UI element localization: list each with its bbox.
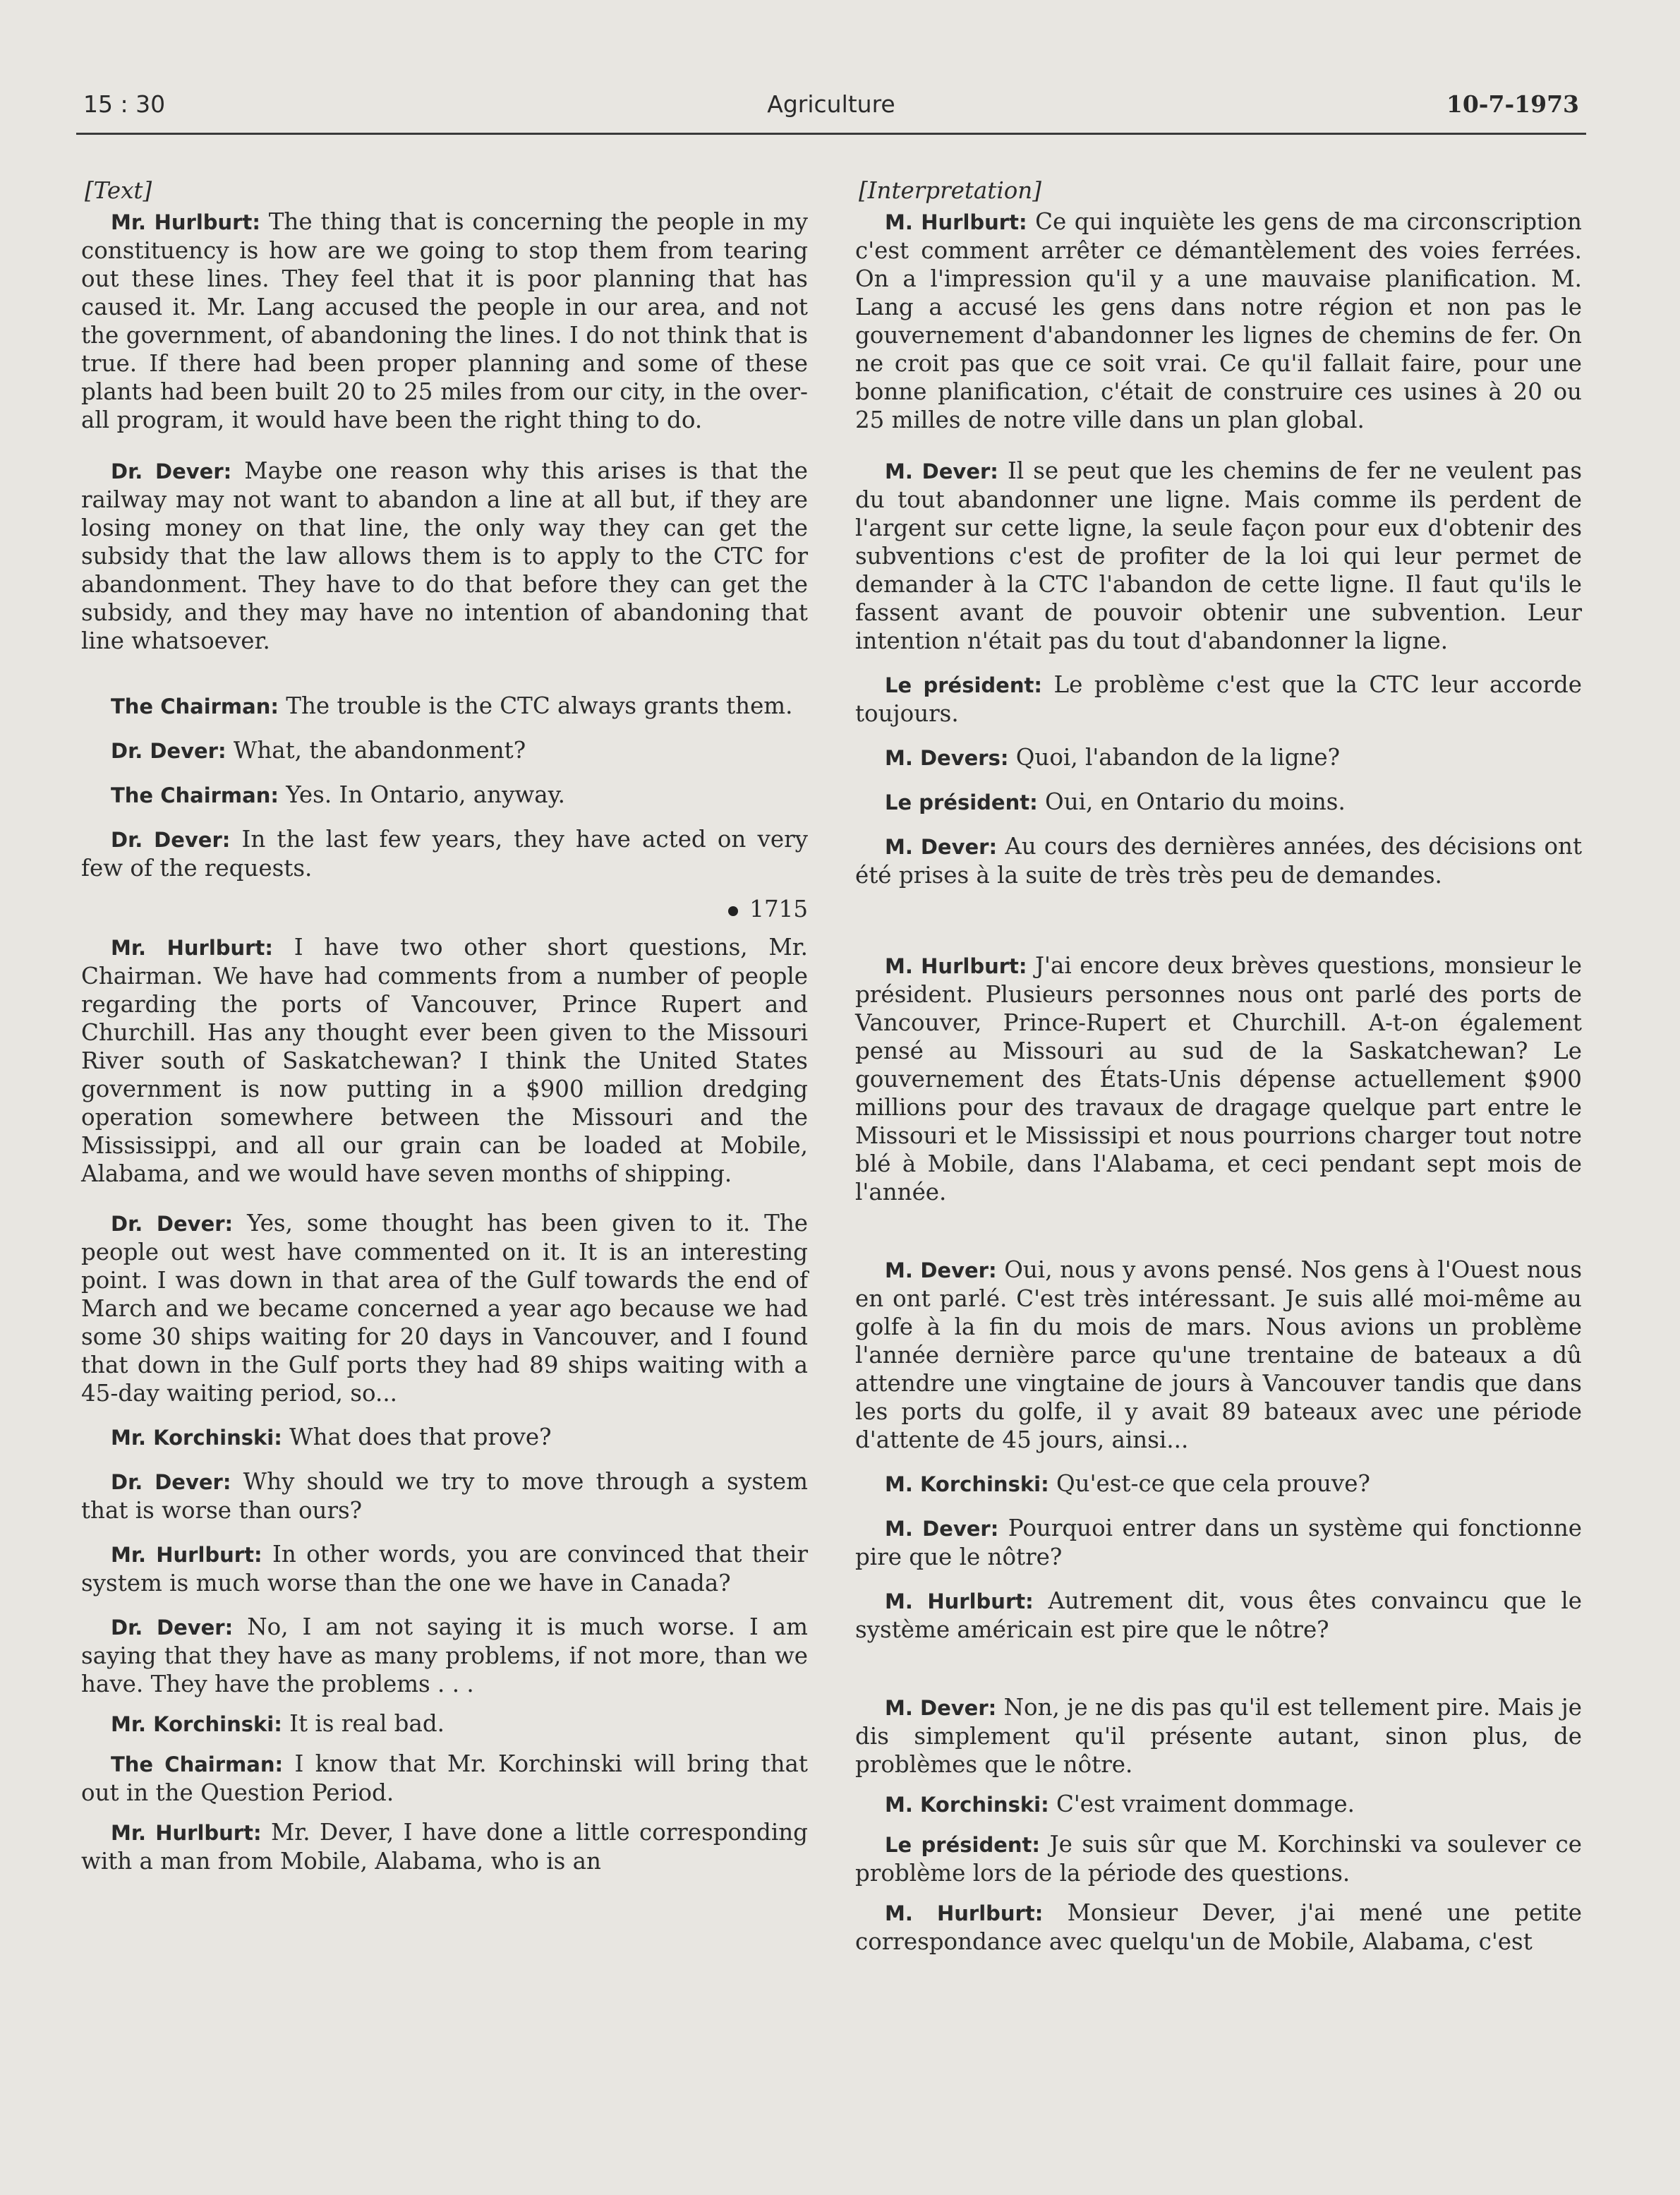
paragraph-text: C'est vraiment dommage. — [1049, 1791, 1355, 1817]
paragraph — [81, 933, 808, 1188]
paragraph — [855, 1693, 1582, 1779]
speaker-name: M. Hurlburt: — [885, 210, 1027, 234]
paragraph — [81, 1818, 808, 1875]
speaker-name: M. Dever: — [885, 1258, 997, 1282]
paragraph-text: What does that prove? — [282, 1424, 552, 1450]
speaker-name: M. Hurlburt: — [885, 1901, 1044, 1925]
paragraph — [81, 825, 808, 882]
paragraph — [81, 1423, 808, 1452]
paragraph — [855, 743, 1582, 772]
paragraph-text: Le problème c'est que la CTC leur accorde toujours. — [855, 671, 1582, 727]
paragraph-text: Il se peut que les chemins de fer ne veulent pas du tout abandonner une ligne. Mais comme ils perdent de l'argent sur cette ligne, la seule façon pour eux d'obtenir des subventions c'est de profiter de la loi qui leur permet de demander à la CTC l'abandon de cette ligne. Il faut qu'ils le fassent avant de pouvoir obtenir une subvention. Leur intention n'était pas du tout d'abandonner la ligne. — [855, 457, 1582, 654]
paragraph — [81, 781, 808, 810]
time-marker-value: 1715 — [749, 896, 808, 922]
paragraph-text: Je suis sûr que M. Korchinski va soulever ce problème lors de la période des questions. — [855, 1831, 1582, 1887]
paragraph-text: Non, je ne dis pas qu'il est tellement pire. Mais je dis simplement qu'il présente autant, sinon plus, de problèmes que le nôtre. — [855, 1694, 1582, 1778]
speaker-name: Mr. Korchinski: — [111, 1426, 282, 1450]
paragraph — [81, 1709, 808, 1738]
paragraph-text: It is real bad. — [282, 1710, 445, 1737]
paragraph — [855, 1830, 1582, 1887]
speaker-name: Dr. Dever: — [111, 1470, 231, 1494]
paragraph — [855, 1469, 1582, 1498]
speaker-name: The Chairman: — [111, 694, 279, 718]
speaker-name: M. Korchinski: — [885, 1472, 1049, 1496]
paragraph — [81, 1467, 808, 1525]
paragraph — [855, 1514, 1582, 1571]
speaker-name: Dr. Dever: — [111, 1616, 234, 1640]
speaker-name: Mr. Hurlburt: — [111, 1543, 262, 1567]
paragraph-text: Autrement dit, vous êtes convaincu que le système américain est pire que le nôtre? — [855, 1587, 1583, 1643]
speaker-name: Dr. Dever: — [111, 739, 226, 763]
paragraph-text: What, the abandonment? — [226, 737, 526, 764]
paragraph — [855, 951, 1582, 1206]
speaker-name: Mr. Korchinski: — [111, 1712, 282, 1736]
bullet-icon — [728, 906, 738, 916]
paragraph — [855, 457, 1582, 655]
paragraph-text: Pourquoi entrer dans un système qui fonctionne pire que le nôtre? — [855, 1515, 1582, 1570]
speaker-name: Dr. Dever: — [111, 1212, 234, 1236]
french-column — [855, 176, 1582, 1956]
paragraph — [81, 692, 808, 721]
paragraph — [81, 1540, 808, 1597]
paragraph-text: J'ai encore deux brèves questions, monsieur le président. Plusieurs personnes nous ont parlé des ports de Vancouver, Prince-Rupert et Churchill. A-t-on également pensé au Missouri au sud de la Saskatchewan? Le gouvernement des États-Unis dépense actuellement $900 millions pour des travaux de dragage quelque part entre le Missouri et le Mississipi et nous pourrions charger tout notre blé à Mobile, dans l'Alabama, et ceci pendant sept mois de l'année. — [855, 952, 1582, 1205]
page-reference: 15 : 30 — [83, 90, 166, 118]
paragraph-text: The trouble is the CTC always grants them. — [278, 692, 793, 719]
paragraph-text: Au cours des dernières années, des décisions ont été prises à la suite de très très peu de demandes. — [855, 833, 1582, 889]
paragraph-text: I have two other short questions, Mr. Chairman. We have had comments from a number of people regarding the ports of Vancouver, Prince Rupert and Churchill. Has any thought ever been given to the Missouri River south of Saskatchewan? I think the United States government is now putting in a $900 million dredging operation somewhere between the Missouri and the Mississippi, and all our grain can be loaded at Mobile, Alabama, and we would have seven months of shipping. — [81, 934, 808, 1187]
paragraph — [81, 736, 808, 765]
paragraph-text: Maybe one reason why this arises is that the railway may not want to abandon a line at all but, if they are losing money on that line, the only way they can get the subsidy that the law allows them is to apply to the CTC for abandonment. They have to do that before they can get the subsidy, and they may have no intention of abandoning that line whatsoever. — [81, 457, 808, 654]
page-date: 10-7-1973 — [1446, 90, 1579, 118]
paragraph — [81, 1209, 808, 1407]
column-label: [Text] — [85, 177, 152, 204]
paragraph — [855, 1256, 1582, 1454]
speaker-name: Mr. Hurlburt: — [111, 210, 260, 234]
column-label: [Interpretation] — [859, 177, 1041, 204]
speaker-name: M. Korchinski: — [885, 1793, 1049, 1817]
speaker-name: M. Dever: — [885, 1517, 999, 1541]
english-column — [81, 176, 808, 1875]
paragraph-text: Why should we try to move through a system that is worse than ours? — [81, 1468, 808, 1524]
speaker-name: M. Dever: — [885, 835, 998, 859]
paragraph — [855, 670, 1582, 728]
speaker-name: Mr. Hurlburt: — [111, 1821, 262, 1845]
paragraph — [855, 1899, 1582, 1956]
paragraph — [81, 208, 808, 434]
paragraph — [855, 1790, 1582, 1819]
paragraph-text: I know that Mr. Korchinski will bring that out in the Question Period. — [81, 1750, 808, 1806]
paragraph — [81, 1613, 808, 1698]
paragraph-text: Yes, some thought has been given to it. The people out west have commented on it. It is an interesting point. I was down in that area of the Gulf towards the end of March and we became concerned a year ago because we had some 30 ships waiting for 20 days in Vancouver, and I found that down in the Gulf ports they had 89 ships waiting with a 45-day waiting period, so... — [81, 1210, 808, 1407]
speaker-name: M. Hurlburt: — [885, 1589, 1034, 1613]
paragraph-text: Qu'est-ce que cela prouve? — [1049, 1470, 1370, 1497]
speaker-name: Dr. Dever: — [111, 459, 232, 483]
paragraph — [855, 1587, 1582, 1644]
paragraph-text: In the last few years, they have acted on very few of the requests. — [81, 826, 808, 882]
paragraph-text: Quoi, l'abandon de la ligne? — [1008, 744, 1341, 771]
paragraph — [855, 208, 1582, 434]
paragraph-text: Ce qui inquiète les gens de ma circonscription c'est comment arrêter ce démantèlement des voies ferrées. On a l'impression qu'il y a une mauvaise planification. M. Lang a accusé les gens dans notre région et non pas le gouvernement d'abandonner les lignes de chemins de fer. On ne croit pas que ce soit vrai. Ce qu'il fallait faire, pour une bonne planification, c'était de construire ces usines à 20 ou 25 milles de notre ville dans un plan global. — [855, 208, 1582, 433]
speaker-name: Mr. Hurlburt: — [111, 936, 273, 960]
speaker-name: The Chairman: — [111, 783, 279, 807]
speaker-name: Le président: — [885, 790, 1038, 814]
paragraph-text: Mr. Dever, I have done a little corresponding with a man from Mobile, Alabama, who is an — [81, 1819, 808, 1875]
paragraph-text: Oui, en Ontario du moins. — [1037, 788, 1346, 815]
speaker-name: Dr. Dever: — [111, 828, 231, 852]
paragraph-text: In other words, you are convinced that their system is much worse than the one we have in Canada? — [81, 1541, 808, 1596]
paragraph — [855, 788, 1582, 817]
paragraph — [81, 1750, 808, 1807]
paragraph-text: Monsieur Dever, j'ai mené une petite correspondance avec quelqu'un de Mobile, Alabama, c'est — [855, 1899, 1582, 1955]
time-marker — [81, 895, 808, 923]
speaker-name: M. Dever: — [885, 459, 998, 483]
speaker-name: M. Hurlburt: — [885, 954, 1027, 978]
page-header — [76, 90, 1586, 135]
paragraph-text: The thing that is concerning the people in my constituency is how are we going to stop them from tearing out these lines. They feel that it is poor planning that has caused it. Mr. Lang accused the people in our area, and not the government, of abandoning the lines. I do not think that is true. If there had been proper planning and some of these plants had been built 20 to 25 miles from our city, in the over-all program, it would have been the right thing to do. — [81, 208, 808, 433]
section-title: Agriculture — [767, 90, 895, 118]
speaker-name: Le président: — [885, 673, 1042, 697]
speaker-name: Le président: — [885, 1833, 1040, 1857]
paragraph-text: No, I am not saying it is much worse. I am saying that they have as many problems, if not more, than we have. They have the problems . . . — [81, 1613, 808, 1697]
paragraph — [81, 457, 808, 655]
paragraph-text: Oui, nous y avons pensé. Nos gens à l'Ouest nous en ont parlé. C'est très intéressant. Je suis allé moi-même au golfe à la fin du mois de mars. Nous avions un problème l'année dernière parce qu'une trentaine de bateaux a dû attendre une vingtaine de jours à Vancouver tandis que dans les ports du golfe, il y avait 89 bateaux avec une période d'attente de 45 jours, ainsi... — [855, 1256, 1582, 1453]
speaker-name: M. Dever: — [885, 1696, 997, 1720]
speaker-name: The Chairman: — [111, 1752, 284, 1776]
speaker-name: M. Devers: — [885, 746, 1009, 770]
paragraph-text: Yes. In Ontario, anyway. — [278, 781, 566, 808]
paragraph — [855, 832, 1582, 889]
